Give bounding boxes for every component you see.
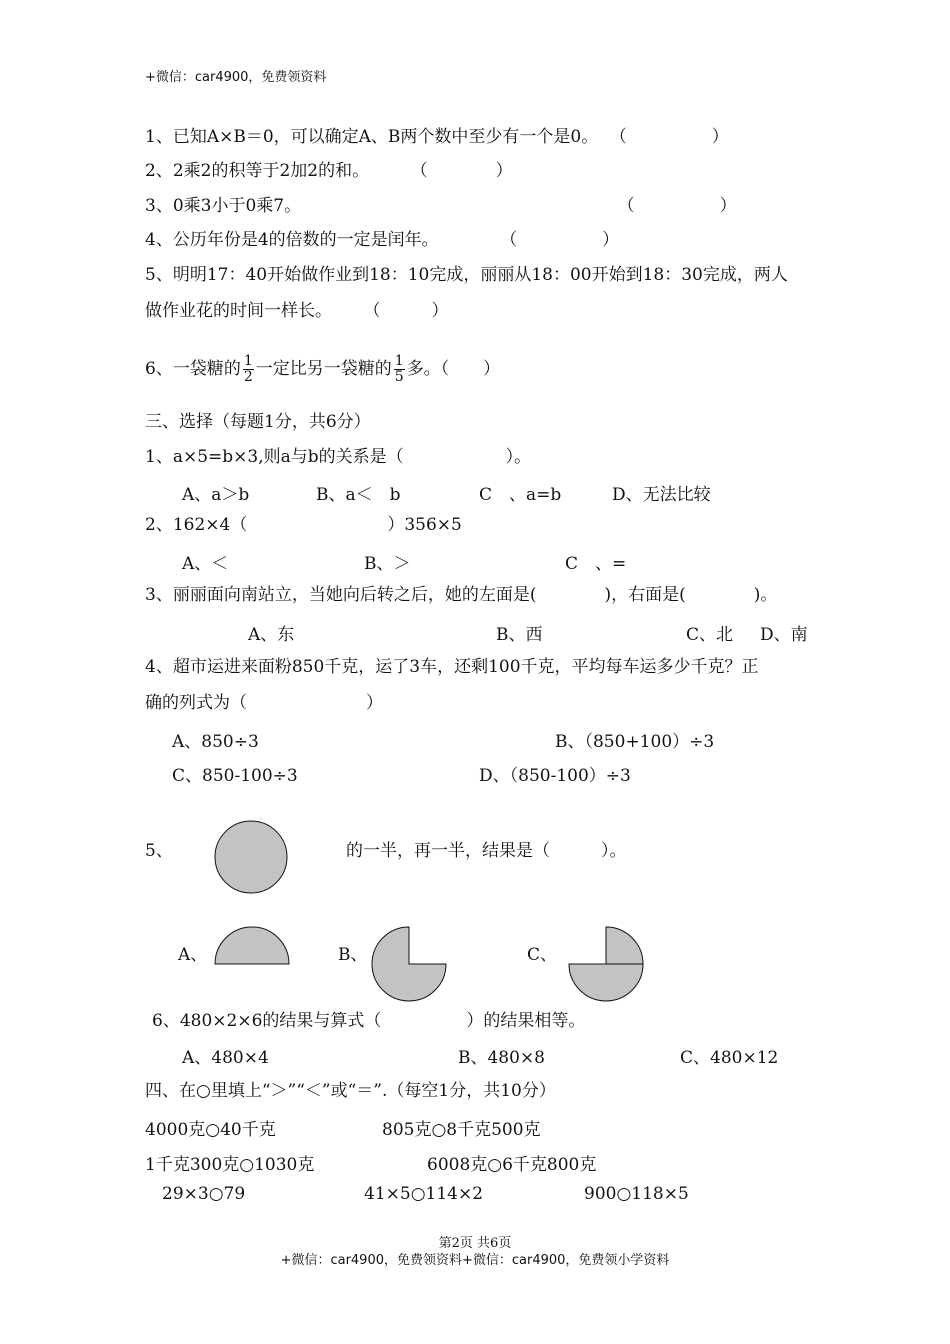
- choice-q2: [145, 514, 462, 536]
- choice-q3-option-b: B、西: [496, 625, 543, 645]
- compare-heading: 四、在○里填上“＞”“＜”或“＝”.（每空1分，共10分）: [145, 1081, 556, 1101]
- fraction-one-fifth: $\frac{1}{5}$: [394, 353, 404, 385]
- choice-q2-option-a: A、＜: [182, 554, 229, 574]
- split-circle-shape: [568, 926, 644, 1002]
- fraction-one-half: $\frac{1}{2}$: [243, 353, 253, 385]
- choice-q1-option-b: B、a＜ b: [316, 485, 401, 505]
- judge-q2: [145, 160, 513, 182]
- three-quarter-circle-shape: [372, 926, 448, 1002]
- judge-q3: [145, 195, 737, 217]
- choice-q6: 6、480×2×6的结果与算式（ ）的结果相等。: [152, 1011, 586, 1031]
- compare-r2-b: 6008克○6千克800克: [427, 1155, 597, 1175]
- judge-q1-blank: （ ）: [618, 127, 729, 147]
- choice-q4-line2: 确的列式为（ ）: [145, 693, 383, 713]
- semicircle: [215, 927, 289, 964]
- choice-q5-label: 5、: [145, 841, 173, 861]
- footer-watermark: +微信：car4900，免费领资料+微信：car4900，免费领小学资料: [280, 1253, 670, 1268]
- judge-q3-text: 3、0乘3小于0乘7。: [145, 196, 302, 216]
- choice-q3-option-a: A、东: [248, 625, 295, 645]
- compare-r3-a: 29×3○79: [162, 1184, 246, 1204]
- lower-half-circle: [569, 964, 643, 1001]
- judge-q6-mid: 一定比另一袋糖的: [255, 359, 392, 379]
- compare-r1-a: 4000克○40千克: [145, 1120, 276, 1140]
- choice-q1-option-c: C 、a=b: [479, 485, 562, 505]
- choice-q4-option-d: D、（850-100）÷3: [479, 766, 631, 786]
- choice-q4-option-c: C、850-100÷3: [172, 766, 298, 786]
- choice-q1-option-a: A、a＞b: [182, 485, 250, 505]
- choice-q2-option-c: C 、=: [565, 554, 627, 574]
- compare-r3-b: 41×5○114×2: [364, 1184, 484, 1204]
- choice-q4-option-b: B、（850+100）÷3: [555, 732, 715, 752]
- choice-q6-option-c: C、480×12: [680, 1048, 779, 1068]
- choice-q3: 3、丽丽面向南站立，当她向后转之后，她的左面是( )，右面是( )。: [145, 585, 778, 605]
- judge-q6-post: 多。（ ）: [406, 359, 501, 379]
- compare-r3-c: 900○118×5: [584, 1184, 689, 1204]
- choice-q1-option-d: D、无法比较: [612, 485, 711, 505]
- header-watermark: +微信：car4900，免费领资料: [145, 70, 327, 85]
- judge-q6-pre: 6、一袋糖的: [145, 359, 241, 379]
- choice-q2-left: 2、162×4（: [145, 515, 248, 535]
- compare-r2-a: 1千克300克○1030克: [145, 1155, 315, 1175]
- judge-q2-text: 2、2乘2的积等于2加2的和。: [145, 161, 370, 181]
- choice-q2-option-b: B、＞: [364, 554, 411, 574]
- choice-q4-line1: 4、超市运进来面粉850千克，运了3车，还剩100千克，平均每车运多少千克？正: [145, 657, 759, 677]
- judge-q4: [145, 229, 619, 251]
- compare-r1-b: 805克○8千克500克: [382, 1120, 541, 1140]
- choice-q5-option-c: C、: [527, 945, 558, 965]
- three-quarter-circle: [372, 927, 446, 1001]
- judge-q5-line1: 5、明明17：40开始做作业到18：10完成，丽丽从18：00开始到18：30完成，两人: [145, 265, 788, 285]
- judge-q3-blank: （ ）: [626, 196, 737, 216]
- upper-quarter-circle: [606, 927, 643, 964]
- page-number: 第2页 共6页: [438, 1236, 512, 1251]
- choice-q6-option-b: B、480×8: [458, 1048, 546, 1068]
- full-circle: [215, 821, 287, 893]
- judge-q5-blank: （ ）: [372, 301, 449, 321]
- judge-q5-text: 做作业花的时间一样长。: [145, 301, 332, 321]
- choice-q6-option-a: A、480×4: [182, 1048, 269, 1068]
- semicircle-shape: [214, 927, 290, 967]
- choice-q5-text: 的一半，再一半，结果是（ ）。: [346, 841, 627, 861]
- choice-q3-option-c: C、北: [686, 625, 734, 645]
- choice-q2-right: ）356×5: [387, 515, 462, 535]
- judge-q2-blank: （ ）: [419, 161, 513, 181]
- choice-q5-option-b: B、: [338, 945, 368, 965]
- choice-q3-option-d: D、南: [760, 625, 808, 645]
- judge-q4-text: 4、公历年份是4的倍数的一定是闰年。: [145, 230, 439, 250]
- choice-q4-option-a: A、850÷3: [172, 732, 259, 752]
- choice-q5-option-a: A、: [178, 945, 208, 965]
- judge-q1-text: 1、已知A×B＝0，可以确定A、B两个数中至少有一个是0。: [145, 127, 599, 147]
- judge-q4-blank: （ ）: [508, 230, 620, 250]
- judge-q1: [145, 126, 729, 148]
- judge-q5-line2: [145, 300, 449, 322]
- choice-q1: 1、a×5=b×3,则a与b的关系是（ ）。: [145, 447, 532, 467]
- judge-q6: [145, 352, 500, 386]
- choice-heading: 三、选择（每题1分，共6分）: [145, 412, 371, 432]
- full-circle-shape: [214, 820, 288, 894]
